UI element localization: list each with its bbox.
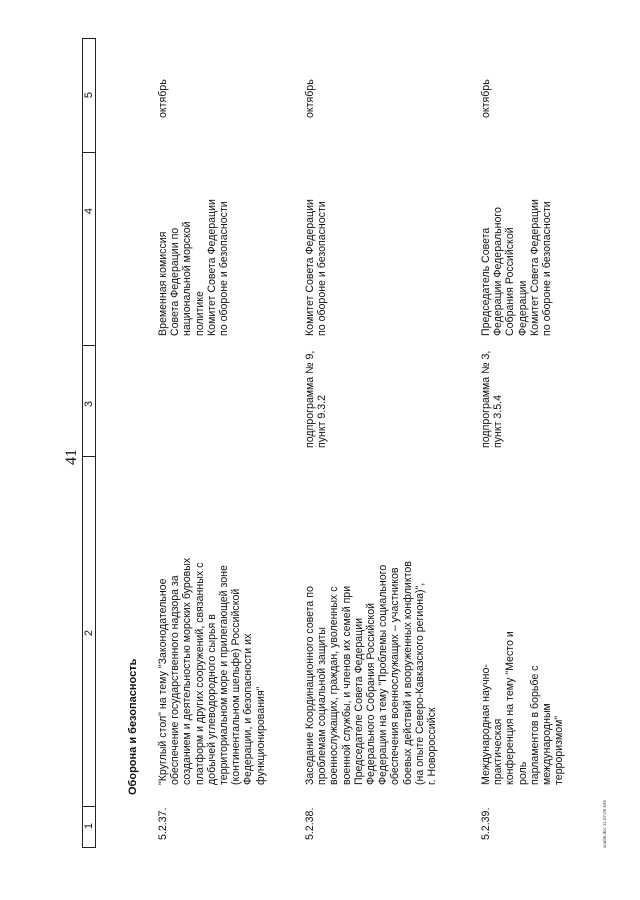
column-separator [82,345,96,346]
file-reference: soa96.doc 11.07.05 645 [602,800,607,848]
row-program: подпрограмма № 9, пункт 9.3.2 [304,350,329,448]
section-title: Оборона и безопасность [127,658,139,795]
column-number-3: 3 [83,400,95,408]
row-number: 5.2.39. [480,807,492,840]
column-number-1: 1 [83,822,95,830]
column-separator [82,152,96,153]
row-responsible: Временная комиссия Совета Федерации по национальной морской политике Комитет Совета Федерации по обороне и безопасности [157,199,231,336]
row-date: октябрь [157,79,169,118]
column-number-5: 5 [83,91,95,99]
column-separator [82,456,96,457]
row-responsible: Комитет Совета Федерации по обороне и безопасности [304,199,329,336]
column-number-4: 4 [83,207,95,215]
row-responsible: Председатель Совета Федерации Федерального Собрания Российской Федерации Комитет Совета Федерации по обороне и безопасности [480,199,554,336]
row-date: октябрь [304,79,316,118]
row-event: "Круглый стол" на тему "Законодательное обеспечение государственного надзора за созданием и деятельностью морских буровых платформ и других сооружений, связанных с добычей углеводородного сырья в территориальном море и прилегающей зоне (континентальном шельфе) Российской Федерации, и безопасности их функционирования" [157,557,267,785]
column-separator [82,806,96,807]
column-number-2: 2 [83,629,95,637]
row-date: октябрь [480,79,492,118]
row-program: подпрограмма № 3, пункт 3.5.4 [480,350,505,448]
row-event: Международная научно-практическая конференция на тему "Место и роль парламентов в борьбе с международным терроризмом" [480,631,566,785]
column-header-band [82,38,96,848]
row-number: 5.2.37. [157,807,169,840]
row-event: Заседание Координационного совета по проблемам социальной защиты военнослужащих, граждан, уволенных с военной службы, и членов их семей при Председателе Совета Федерации Федерального Собрания Российской Федерации на тему "Проблемы социального обеспечения военнослужащих – участников боевых действий и вооруженных конфликтов (на опыте Северо-Кавказского региона)", г. Новороссийск [304,561,439,785]
page-number: 41 [63,449,80,465]
row-number: 5.2.38. [304,807,316,840]
